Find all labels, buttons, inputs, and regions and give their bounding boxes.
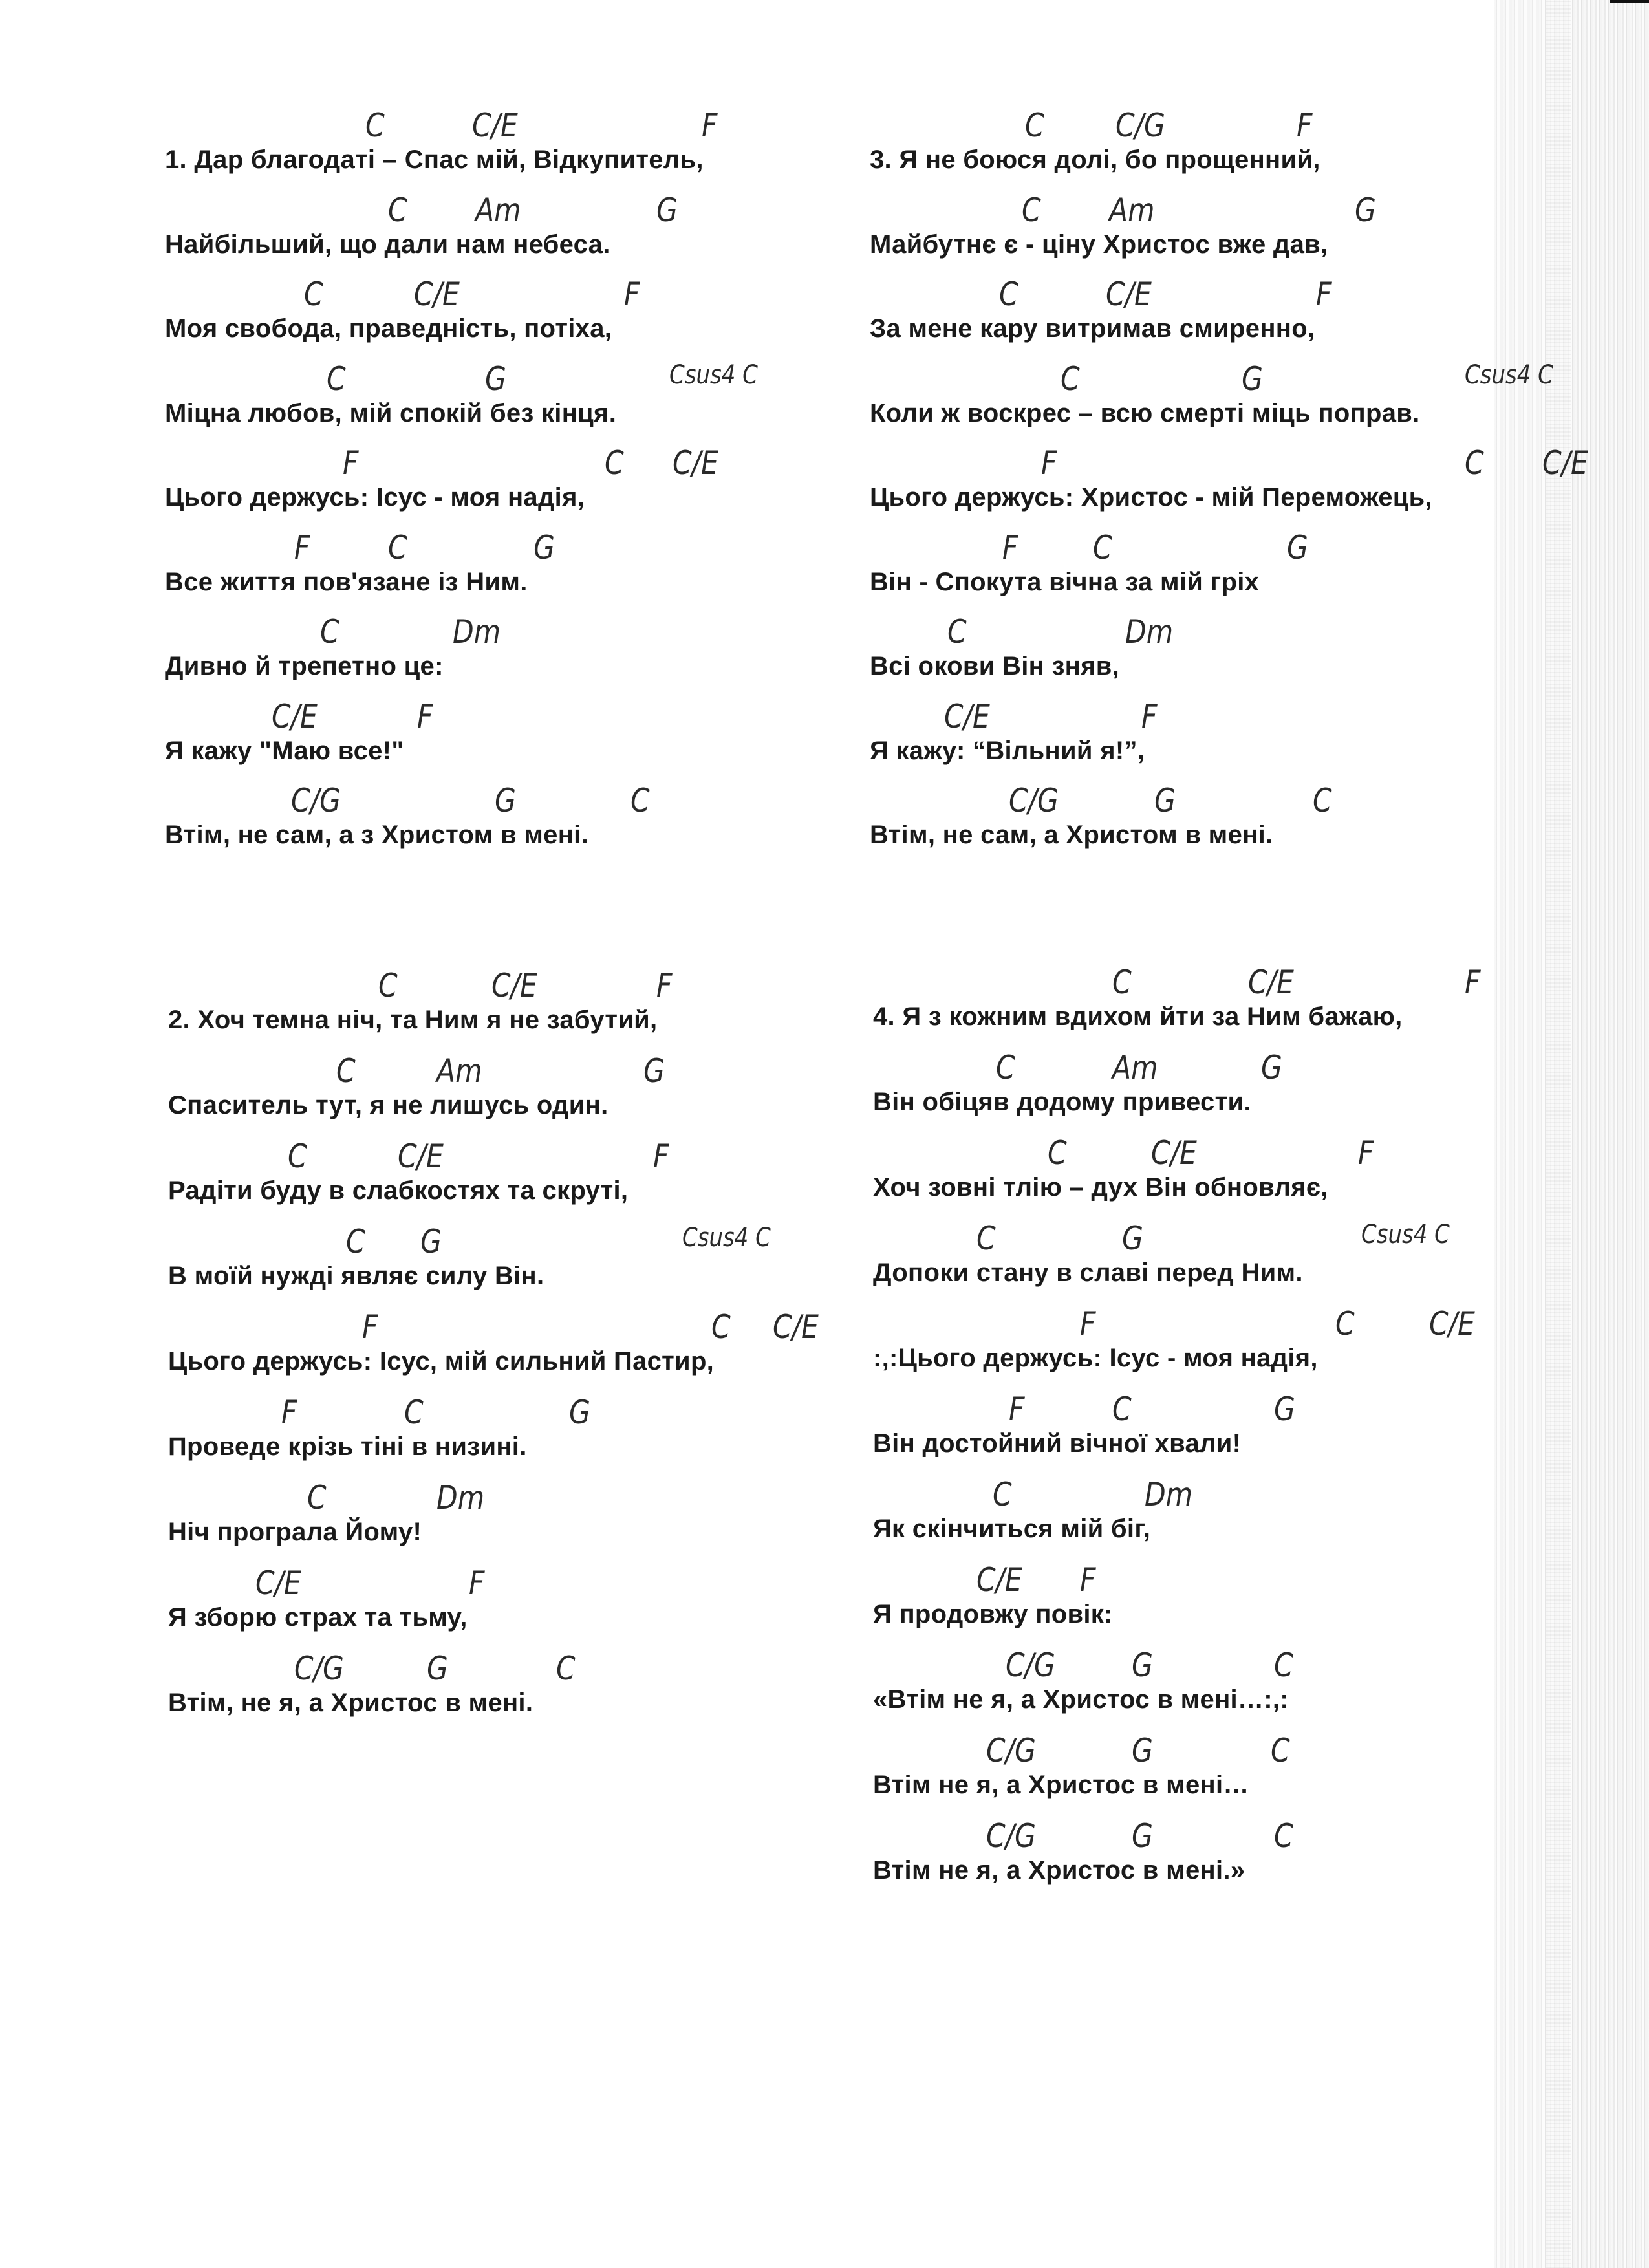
song-line — [873, 1390, 1584, 1474]
chord: G — [656, 191, 678, 229]
chord: C — [1061, 360, 1080, 398]
lyric-text: Коли ж воскрес – всю смерті міць поправ. — [870, 398, 1420, 427]
lyric-text: Майбутнє є - ціну Христос вже дав, — [870, 230, 1328, 259]
lyric-text: В моїй нужді являє силу Він. — [168, 1262, 544, 1290]
chord: F — [1002, 528, 1018, 567]
chord: G — [495, 782, 516, 819]
verse-number: 4. — [873, 1002, 895, 1031]
chord: C — [999, 275, 1018, 313]
chord: C — [1093, 528, 1112, 567]
lyric-text: Радіти буду в слабкостях та скруті, — [168, 1176, 629, 1205]
chord: C/E — [944, 697, 990, 735]
song-line — [168, 1650, 879, 1734]
lyric-line — [165, 568, 528, 597]
lyric-text: Я зборю страх та тьму, — [168, 1603, 468, 1632]
chord: C — [1313, 782, 1332, 819]
song-line — [873, 1134, 1584, 1218]
chord: C — [1335, 1305, 1355, 1343]
chord: Am — [436, 1052, 482, 1090]
chord: C/G — [986, 1732, 1036, 1769]
chord: Am — [1112, 1049, 1158, 1086]
song-line — [870, 444, 1588, 528]
lyric-line — [873, 1173, 1328, 1202]
song-line — [870, 782, 1581, 866]
chord: C — [993, 1476, 1012, 1513]
chord: C — [1048, 1134, 1067, 1172]
lyric-text: Моя свобода, праведність, потіха, — [165, 314, 612, 343]
chord: F — [1080, 1305, 1096, 1343]
chord: Am — [475, 191, 521, 229]
song-line — [870, 360, 1581, 444]
chord: C — [388, 528, 407, 567]
lyric-text: Дар благодаті – Спас мій, Відкупитель, — [194, 146, 704, 174]
lyric-line — [168, 1347, 714, 1376]
lyric-line — [873, 1258, 1303, 1288]
song-line — [870, 613, 1581, 697]
chord: C/E — [673, 444, 718, 482]
lyric-text: Хоч темна ніч, та Ним я не забутий, — [197, 1006, 658, 1034]
chord: C — [1274, 1647, 1293, 1684]
lyric-line — [870, 314, 1315, 343]
lyric-text: Я кажу: “Вільний я!”, — [870, 736, 1145, 765]
lyric-line — [168, 1091, 608, 1120]
chord: G — [1355, 191, 1376, 229]
chord: F — [469, 1564, 485, 1602]
chord: F — [362, 1308, 378, 1346]
chord: C — [1274, 1817, 1293, 1855]
chord: C — [320, 613, 339, 651]
chord: C/E — [255, 1564, 301, 1602]
song-line — [168, 1138, 879, 1222]
chord: F — [281, 1394, 297, 1431]
chord: C — [336, 1052, 356, 1090]
chord: C — [307, 1479, 327, 1517]
verse-number: 3. — [870, 146, 892, 174]
chord: C — [556, 1650, 576, 1687]
song-line — [168, 1052, 879, 1136]
chord: C — [378, 967, 398, 1004]
chord: G — [427, 1650, 448, 1687]
chord: Csus4 C — [682, 1223, 771, 1253]
chord: C/G — [1009, 782, 1059, 819]
song-line — [873, 1049, 1584, 1133]
chord: F — [1009, 1390, 1025, 1428]
chord: Dm — [436, 1479, 485, 1517]
song-line — [873, 1561, 1584, 1645]
lyric-line — [873, 1600, 1113, 1629]
song-line — [873, 1647, 1584, 1731]
lyric-text: Всі окови Він зняв, — [870, 652, 1120, 680]
lyric-line — [165, 314, 612, 343]
song-line — [870, 191, 1581, 275]
chord: C — [346, 1223, 365, 1260]
chord: C/G — [1116, 107, 1165, 144]
chord: C — [304, 275, 323, 313]
lyric-text: Цього держусь: Христос - мій Переможець, — [870, 483, 1432, 512]
song-line — [873, 1305, 1584, 1389]
song-line — [873, 964, 1584, 1048]
lyric-line — [873, 1002, 1403, 1031]
chord: G — [569, 1394, 590, 1431]
song-line — [873, 1220, 1584, 1304]
chord: Csus4 C — [669, 360, 758, 390]
song-line — [165, 698, 876, 782]
lyric-text: Втім не я, а Христос в мені.» — [873, 1856, 1245, 1885]
song-line — [870, 698, 1581, 782]
chord: C — [976, 1220, 996, 1257]
chord: C/G — [291, 782, 341, 819]
chord: F — [702, 107, 718, 144]
lyric-text: Спаситель тут, я не лишусь один. — [168, 1091, 609, 1119]
lyric-text: Як скінчиться мій біг, — [873, 1515, 1151, 1543]
chord: F — [1465, 964, 1481, 1001]
lyric-line — [168, 1262, 544, 1291]
chord: Dm — [1125, 613, 1174, 651]
chord: G — [1122, 1220, 1143, 1257]
song-line — [168, 1223, 879, 1307]
lyric-text: Я з кожним вдихом йти за Ним бажаю, — [902, 1002, 1403, 1031]
lyric-line — [165, 230, 610, 259]
lyric-line — [870, 652, 1119, 681]
chord: C/E — [1429, 1305, 1475, 1343]
lyric-text: Все життя пов'язане із Ним. — [165, 567, 528, 596]
chord: G — [1154, 782, 1176, 819]
chord: G — [1287, 528, 1308, 567]
song-line — [165, 191, 876, 275]
lyric-text: Я не боюся долі, бо прощенний, — [899, 146, 1320, 174]
chord: G — [1274, 1390, 1295, 1428]
chord: F — [653, 1138, 669, 1175]
song-line — [873, 1732, 1584, 1816]
song-line — [168, 1394, 879, 1478]
song-line — [870, 275, 1581, 360]
chord: C/E — [272, 697, 318, 735]
lyric-text: Ніч програла Йому! — [168, 1518, 422, 1546]
lyric-line — [168, 1518, 422, 1547]
chord: C/E — [472, 107, 518, 144]
lyric-text: Цього держусь: Ісус, мій сильний Пастир, — [168, 1347, 715, 1376]
song-line — [165, 782, 876, 866]
lyric-line — [870, 821, 1273, 850]
lyric-text: Втім, не я, а Христос в мені. — [168, 1689, 534, 1717]
verse-number: 2. — [168, 1006, 190, 1034]
chord: G — [1132, 1817, 1153, 1855]
lyric-line — [168, 1006, 657, 1035]
chord: C — [404, 1394, 424, 1431]
lyric-line — [168, 1689, 533, 1718]
chord: C — [1022, 191, 1041, 229]
song-line — [873, 1817, 1584, 1901]
lyric-line — [873, 1685, 1289, 1714]
lyric-text: Допоки стану в славі перед Ним. — [873, 1258, 1303, 1287]
lyric-line — [870, 146, 1320, 175]
chord: C — [288, 1138, 307, 1175]
chord: C — [711, 1308, 731, 1346]
chord: Am — [1109, 191, 1155, 229]
chord: G — [420, 1223, 442, 1260]
chord: Dm — [453, 613, 501, 651]
lyric-line — [873, 1429, 1241, 1458]
chord: C — [996, 1049, 1015, 1086]
lyric-line — [873, 1771, 1249, 1800]
chord: C — [1112, 1390, 1132, 1428]
lyric-text: Цього держусь: Ісус - моя надія, — [165, 483, 585, 512]
chord: F — [656, 967, 673, 1004]
lyric-line — [870, 737, 1145, 766]
lyric-text: Втім, не сам, а з Христом в мені. — [165, 821, 588, 849]
chord: C/E — [773, 1308, 819, 1346]
lyric-line — [168, 1176, 628, 1205]
verse-number: 1. — [165, 146, 187, 174]
chord: C/E — [414, 275, 460, 313]
chord: C/E — [1151, 1134, 1197, 1172]
chord: C — [1271, 1732, 1290, 1769]
song-line — [165, 529, 876, 613]
lyric-line — [870, 483, 1432, 512]
chord: F — [343, 444, 359, 482]
lyric-text: «Втім не я, а Христос в мені…:,: — [873, 1685, 1289, 1714]
song-line — [870, 529, 1581, 613]
chord: Csus4 C — [1361, 1220, 1450, 1249]
chord: F — [624, 275, 640, 313]
chord: Csus4 C — [1465, 360, 1553, 390]
song-line — [168, 1308, 879, 1392]
chord: C/E — [976, 1561, 1022, 1599]
chord: C — [1465, 444, 1484, 482]
chord: C/E — [1106, 275, 1152, 313]
lyric-line — [873, 1515, 1150, 1544]
song-line — [165, 444, 876, 528]
chord: C — [327, 360, 346, 398]
lyric-line — [165, 737, 404, 766]
chord: C/G — [294, 1650, 344, 1687]
song-line — [168, 1479, 879, 1563]
lyric-line — [168, 1432, 527, 1462]
lyric-line — [873, 1088, 1251, 1117]
lyric-line — [165, 399, 616, 428]
lyric-text: Найбільший, що дали нам небеса. — [165, 230, 610, 259]
chord: C — [947, 613, 967, 651]
chord: F — [294, 528, 310, 567]
lyric-text: Міцна любов, мій спокій без кінця. — [165, 398, 617, 427]
chord: G — [1132, 1647, 1153, 1684]
song-line — [165, 107, 876, 191]
chord: F — [1080, 1561, 1096, 1599]
chord: G — [1242, 360, 1263, 398]
lyric-line — [165, 821, 588, 850]
chord: C/E — [1248, 964, 1294, 1001]
chord: G — [485, 360, 506, 398]
lyric-line — [873, 1344, 1318, 1373]
chord: C/G — [1006, 1647, 1055, 1684]
chord: C/E — [398, 1138, 444, 1175]
chord: F — [1297, 107, 1313, 144]
lyric-line — [873, 1856, 1245, 1885]
lyric-line — [165, 483, 585, 512]
chord: C — [388, 191, 407, 229]
chord: G — [643, 1052, 665, 1090]
lyric-line — [168, 1603, 468, 1632]
lyric-text: Я кажу "Маю все!" — [165, 736, 404, 765]
lyric-line — [165, 652, 444, 681]
song-line — [168, 967, 879, 1051]
lyric-text: Втім не я, а Христос в мені… — [873, 1771, 1249, 1799]
lyric-line — [870, 230, 1328, 259]
chord: F — [1141, 697, 1158, 735]
song-line — [165, 613, 876, 697]
lyric-line — [870, 568, 1259, 597]
lyric-text: :,:Цього держусь: Ісус - моя надія, — [873, 1344, 1318, 1372]
song-line — [870, 107, 1581, 191]
lyric-text: Втім, не сам, а Христом в мені. — [870, 821, 1273, 849]
song-line — [165, 275, 876, 360]
lyric-text: Він достойний вічної хвали! — [873, 1429, 1242, 1458]
chord: Dm — [1145, 1476, 1193, 1513]
lyric-line — [870, 399, 1420, 428]
lyric-text: Він обіцяв додому привести. — [873, 1088, 1251, 1116]
scan-corner-mark — [1610, 0, 1649, 16]
song-line — [168, 1564, 879, 1648]
chord: C — [605, 444, 624, 482]
song-line — [165, 360, 876, 444]
chord: C — [1112, 964, 1132, 1001]
chord: C — [630, 782, 650, 819]
chord: F — [1041, 444, 1057, 482]
chord: G — [1132, 1732, 1153, 1769]
lyric-line — [165, 146, 704, 175]
lyric-text: Він - Спокута вічна за мій гріх — [870, 567, 1260, 596]
lyric-text: Проведе крізь тіні в низині. — [168, 1432, 527, 1461]
chord: F — [1358, 1134, 1374, 1172]
chord: F — [417, 697, 433, 735]
lyric-text: За мене кару витримав смиренно, — [870, 314, 1315, 343]
chord: C — [365, 107, 385, 144]
chord: C — [1025, 107, 1044, 144]
chord: G — [534, 528, 555, 567]
chord: C/E — [1542, 444, 1588, 482]
lyric-text: Хоч зовні тлію – дух Він обновляє, — [873, 1173, 1328, 1202]
song-line — [873, 1476, 1584, 1560]
chord: F — [1316, 275, 1332, 313]
chord: C/G — [986, 1817, 1036, 1855]
chord: G — [1261, 1049, 1282, 1086]
lyric-text: Я продовжу повік: — [873, 1600, 1113, 1628]
chord: C/E — [491, 967, 537, 1004]
lyric-text: Дивно й трепетно це: — [165, 652, 444, 680]
